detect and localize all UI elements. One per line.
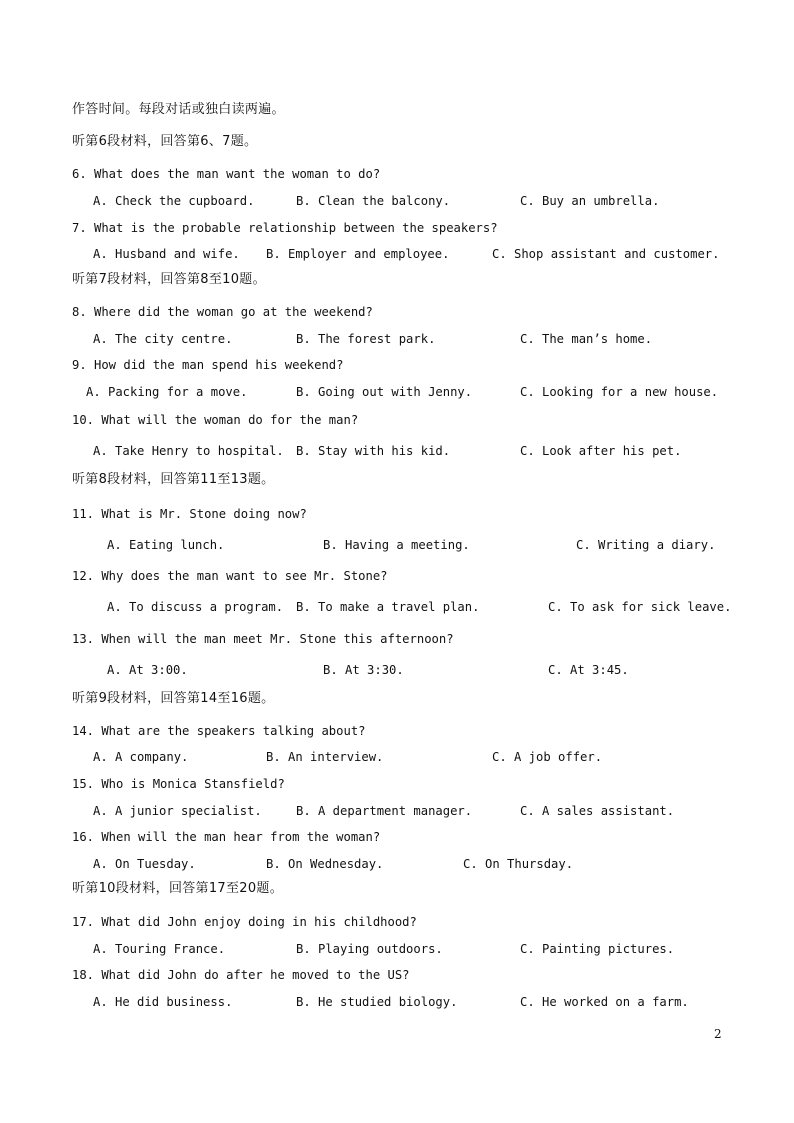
question-18: 18. What did John do after he moved to the US?	[72, 968, 410, 982]
option-7b: B. Employer and employee.	[266, 247, 450, 261]
option-10c: C. Look after his pet.	[520, 444, 682, 458]
question-12: 12. Why does the man want to see Mr. Stone?	[72, 569, 388, 583]
option-16b: B. On Wednesday.	[266, 857, 384, 871]
option-13a: A. At 3:00.	[107, 663, 188, 677]
question-9: 9. How did the man spend his weekend?	[72, 358, 344, 372]
option-18a: A. He did business.	[93, 995, 233, 1009]
option-14a: A. A company.	[93, 750, 189, 764]
option-8a: A. The city centre.	[93, 332, 233, 346]
option-16a: A. On Tuesday.	[93, 857, 196, 871]
option-12b: B. To make a travel plan.	[296, 600, 480, 614]
option-18b: B. He studied biology.	[296, 995, 458, 1009]
option-10a: A. Take Henry to hospital.	[93, 444, 284, 458]
option-11a: A. Eating lunch.	[107, 538, 225, 552]
option-7c: C. Shop assistant and customer.	[492, 247, 720, 261]
option-8c: C. The man’s home.	[520, 332, 653, 346]
option-16c: C. On Thursday.	[463, 857, 574, 871]
option-6c: C. Buy an umbrella.	[520, 194, 660, 208]
option-11c: C. Writing a diary.	[576, 538, 716, 552]
option-11b: B. Having a meeting.	[323, 538, 470, 552]
section-heading-10: 听第10段材料，回答第17至20题。	[72, 881, 284, 896]
option-13c: C. At 3:45.	[548, 663, 629, 677]
option-9c: C. Looking for a new house.	[520, 385, 719, 399]
question-6: 6. What does the man want the woman to do?	[72, 167, 381, 181]
page-number: 2	[714, 1027, 722, 1041]
instructions-text: 作答时间。每段对话或独白读两遍。	[72, 102, 285, 117]
question-15: 15. Who is Monica Stansfield?	[72, 777, 285, 791]
option-15b: B. A department manager.	[296, 804, 473, 818]
option-14c: C. A job offer.	[492, 750, 603, 764]
option-12a: A. To discuss a program.	[107, 600, 284, 614]
option-17c: C. Painting pictures.	[520, 942, 675, 956]
question-16: 16. When will the man hear from the woman?	[72, 830, 381, 844]
section-heading-9: 听第9段材料，回答第14至16题。	[72, 691, 275, 706]
question-8: 8. Where did the woman go at the weekend?	[72, 305, 373, 319]
option-6a: A. Check the cupboard.	[93, 194, 255, 208]
option-9a: A. Packing for a move.	[86, 385, 248, 399]
option-6b: B. Clean the balcony.	[296, 194, 451, 208]
question-13: 13. When will the man meet Mr. Stone this afternoon?	[72, 632, 454, 646]
question-7: 7. What is the probable relationship between the speakers?	[72, 221, 498, 235]
option-18c: C. He worked on a farm.	[520, 995, 689, 1009]
section-heading-6: 听第6段材料，回答第6、7题。	[72, 134, 258, 149]
section-heading-7: 听第7段材料，回答第8至10题。	[72, 272, 266, 287]
option-15a: A. A junior specialist.	[93, 804, 262, 818]
option-17b: B. Playing outdoors.	[296, 942, 443, 956]
option-15c: C. A sales assistant.	[520, 804, 675, 818]
option-13b: B. At 3:30.	[323, 663, 404, 677]
question-17: 17. What did John enjoy doing in his childhood?	[72, 915, 417, 929]
option-14b: B. An interview.	[266, 750, 384, 764]
option-10b: B. Stay with his kid.	[296, 444, 451, 458]
option-9b: B. Going out with Jenny.	[296, 385, 473, 399]
option-7a: A. Husband and wife.	[93, 247, 240, 261]
option-8b: B. The forest park.	[296, 332, 436, 346]
section-heading-8: 听第8段材料，回答第11至13题。	[72, 472, 275, 487]
option-12c: C. To ask for sick leave.	[548, 600, 732, 614]
question-14: 14. What are the speakers talking about?	[72, 724, 366, 738]
question-10: 10. What will the woman do for the man?	[72, 413, 359, 427]
option-17a: A. Touring France.	[93, 942, 226, 956]
question-11: 11. What is Mr. Stone doing now?	[72, 507, 307, 521]
